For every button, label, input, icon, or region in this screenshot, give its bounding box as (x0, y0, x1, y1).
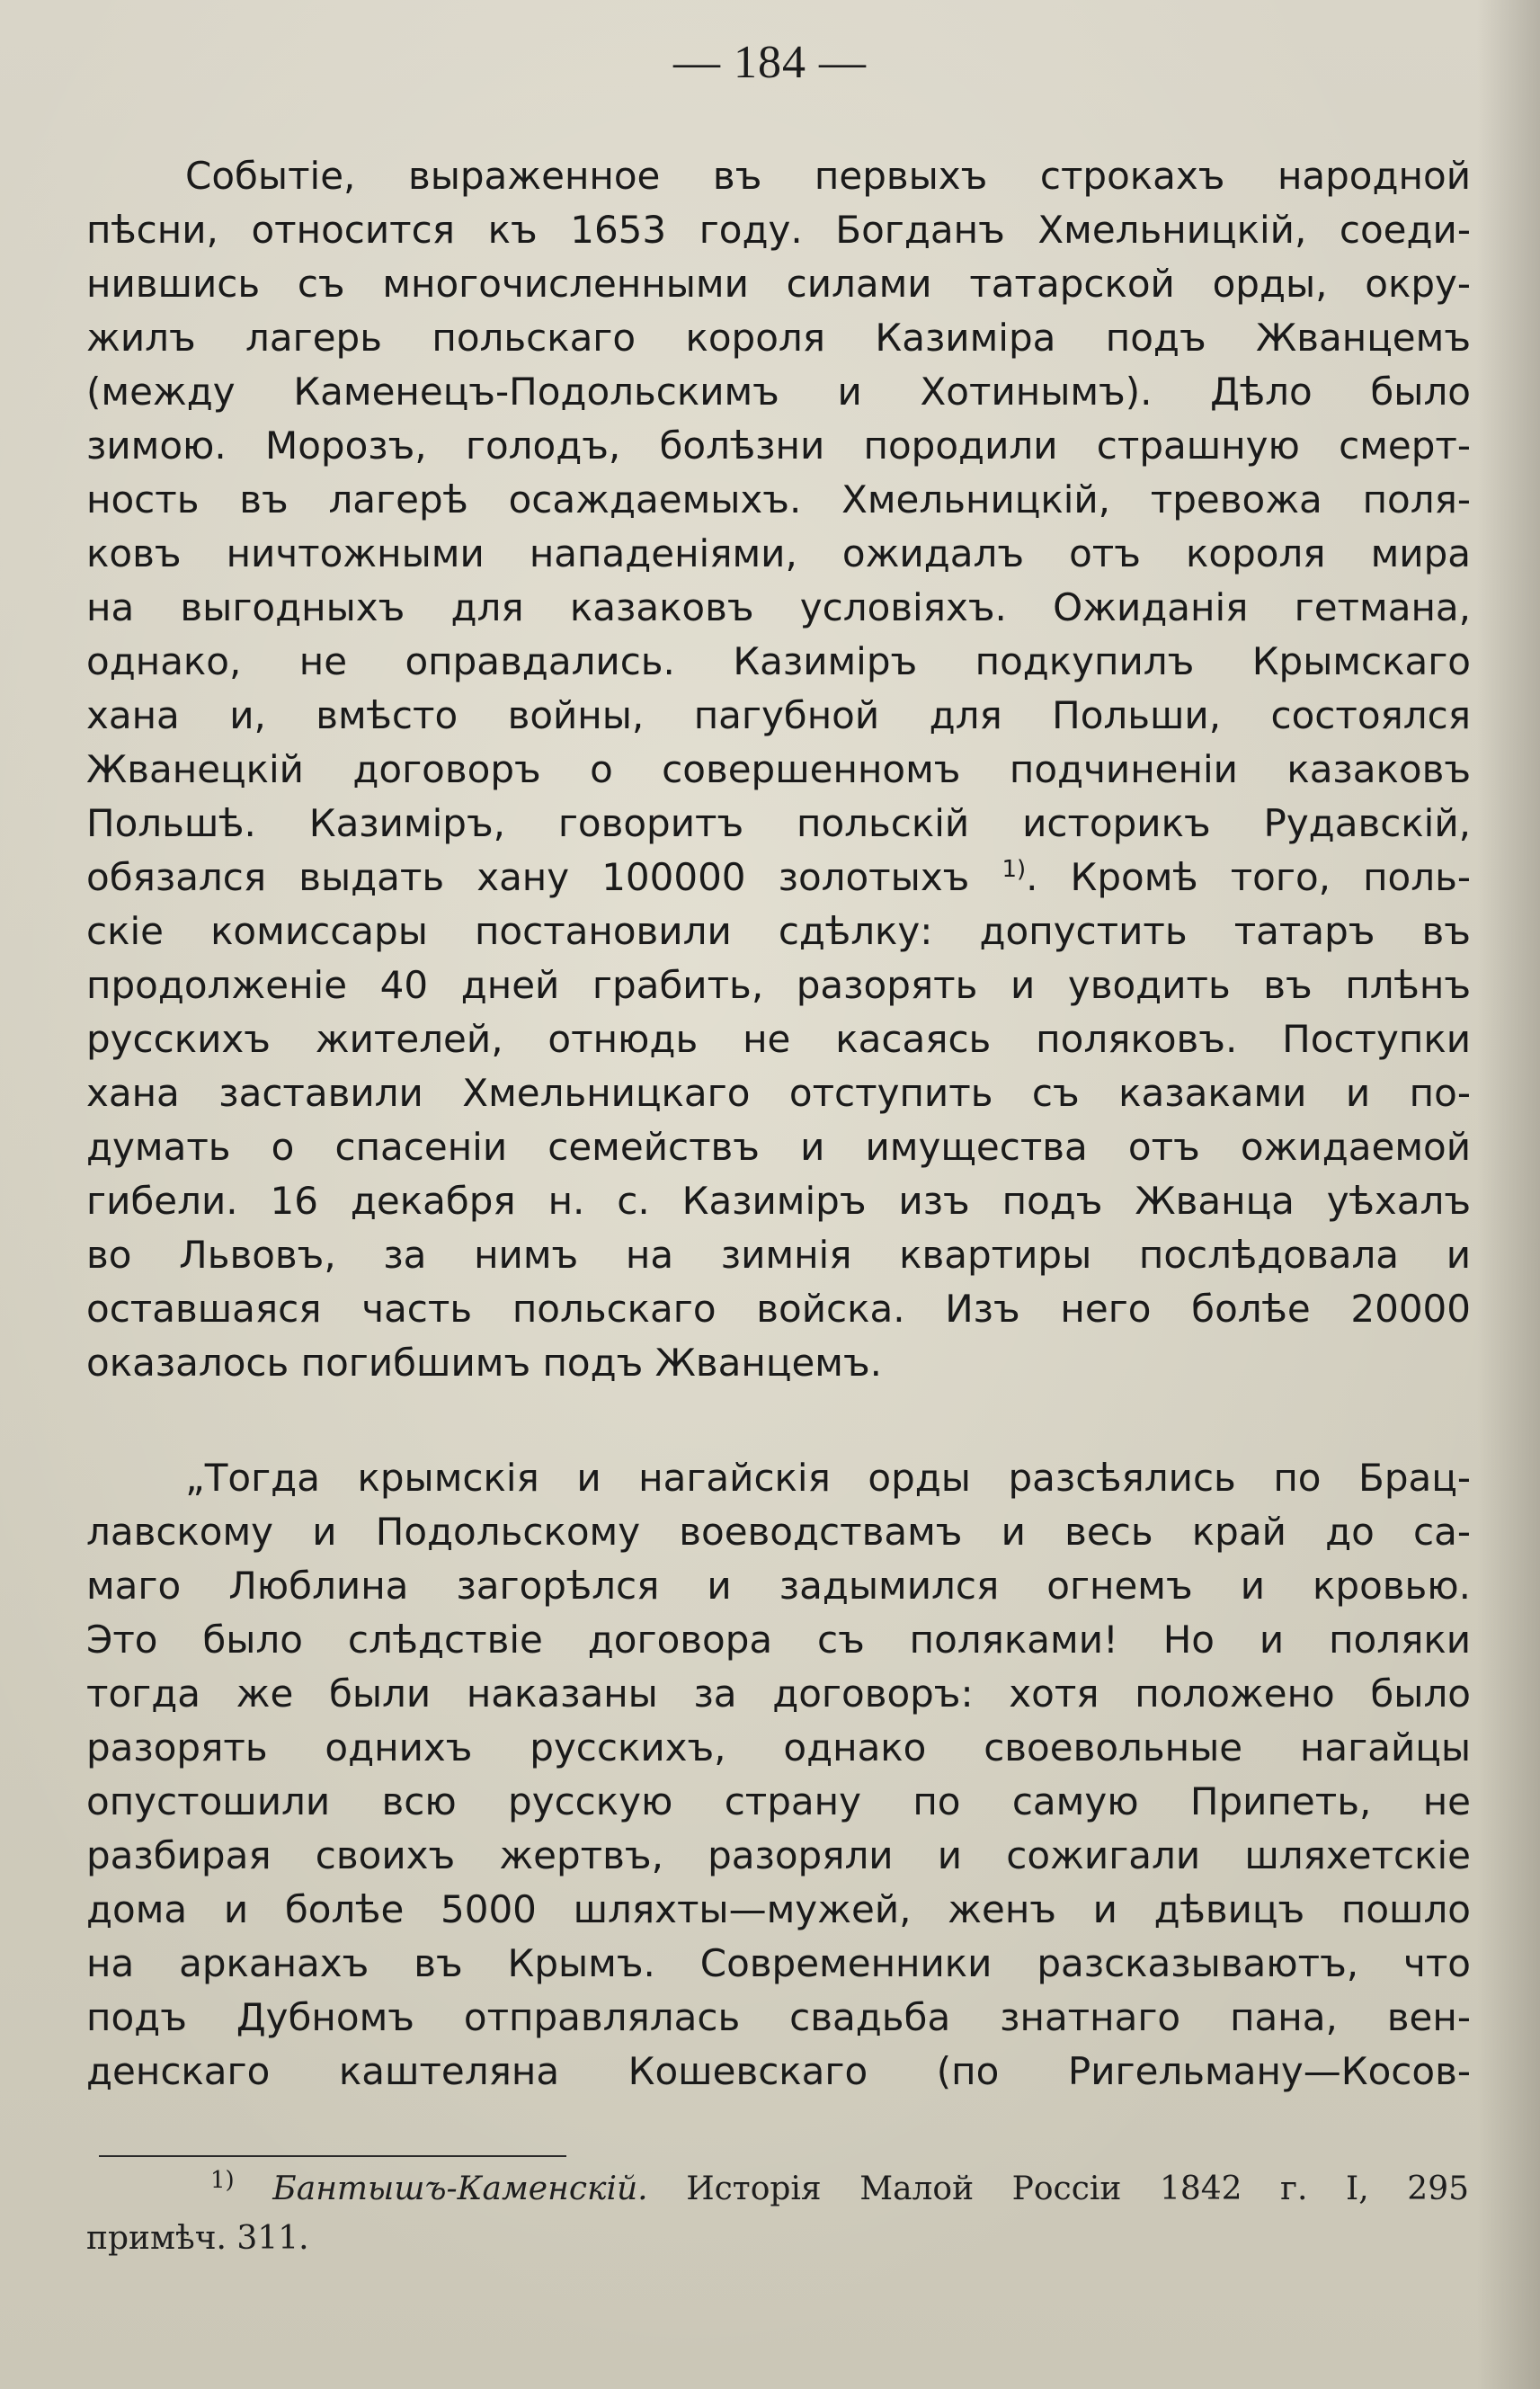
text-line: оставшаяся часть польскаго войска. Изъ него болѣе 20000 (86, 1287, 1471, 1331)
text-line: нившись съ многочисленными силами татарской орды, окру- (86, 262, 1471, 306)
footnote-line (210, 2167, 1469, 2212)
footnote-number: 1) (210, 2167, 235, 2194)
text-line: маго Люблина загорѣлся и задымился огнемъ и кровью. (86, 1564, 1471, 1608)
text-line: продолженіе 40 дней грабить, разорять и уводить въ плѣнъ (86, 963, 1471, 1007)
text-line: на выгодныхъ для казаковъ условіяхъ. Ожиданія гетмана, (86, 585, 1471, 629)
text-line: ность въ лагерѣ осаждаемыхъ. Хмельницкій, тревожа поля- (86, 477, 1471, 521)
text-line: разорять однихъ русскихъ, однако своевольные нагайцы (86, 1725, 1471, 1769)
text-line: русскихъ жителей, отнюдь не касаясь поляковъ. Поступки (86, 1017, 1471, 1061)
text-line: „Тогда крымскія и нагайскія орды разсѣялись по Брац- (185, 1456, 1471, 1500)
footnote-line: примѣч. 311. (86, 2220, 309, 2257)
text-line: ковъ ничтожными нападеніями, ожидалъ отъ короля мира (86, 531, 1471, 575)
text-line: дома и болѣе 5000 шляхты—мужей, женъ и дѣвицъ пошло (86, 1887, 1471, 1931)
text-line: пѣсни, относится къ 1653 году. Богданъ Хмельницкій, соеди- (86, 208, 1471, 252)
text-line: Польшѣ. Казиміръ, говоритъ польскій историкъ Рудавскій, (86, 801, 1471, 845)
footnote-divider (99, 2155, 566, 2157)
text-line: Событіе, выраженное въ первыхъ строкахъ народной (185, 154, 1471, 198)
text-line: зимою. Морозъ, голодъ, болѣзни породили страшную смерт- (86, 423, 1471, 468)
footnote-reference: 1) (1001, 856, 1027, 883)
text-line: хана и, вмѣсто войны, пагубной для Польши, состоялся (86, 693, 1471, 737)
text-line: Это было слѣдствіе договора съ поляками! Но и поляки (86, 1618, 1471, 1662)
text-line: однако, не оправдались. Казиміръ подкупилъ Крымскаго (86, 639, 1471, 683)
text-segment: . Кромѣ того, поль- (1026, 855, 1471, 899)
text-line-with-footnote-mark (86, 851, 1471, 905)
text-line: (между Каменецъ-Подольскимъ и Хотинымъ). Дѣло было (86, 370, 1471, 414)
text-line: думать о спасеніи семействъ и имущества отъ ожидаемой (86, 1125, 1471, 1169)
text-segment: обязался выдать хану 100000 золотыхъ (86, 855, 970, 899)
text-line: подъ Дубномъ отправлялась свадьба знатнаго пана, вен- (86, 1995, 1471, 2039)
footnote-title: Исторія Малой Россіи 1842 г. I, 295 (686, 2171, 1470, 2207)
text-line: разбирая своихъ жертвъ, разоряли и сожигали шляхетскіе (86, 1833, 1471, 1877)
text-line: тогда же были наказаны за договоръ: хотя положено было (86, 1671, 1471, 1716)
text-line: опустошили всю русскую страну по самую Припеть, не (86, 1779, 1471, 1823)
text-line: скіе комиссары постановили сдѣлку: допустить татаръ въ (86, 909, 1471, 953)
text-line: лавскому и Подольскому воеводствамъ и весь край до са- (86, 1510, 1471, 1554)
text-line: Жванецкій договоръ о совершенномъ подчиненіи казаковъ (86, 747, 1471, 791)
footnote-author: Бантышъ-Каменскій. (272, 2171, 648, 2207)
text-line: во Львовъ, за нимъ на зимнія квартиры послѣдовала и (86, 1233, 1471, 1277)
text-line: гибели. 16 декабря н. с. Казиміръ изъ подъ Жванца уѣхалъ (86, 1179, 1471, 1223)
text-line: денскаго каштеляна Кошевскаго (по Ригельману—Косов- (86, 2049, 1471, 2093)
text-line: на арканахъ въ Крымъ. Современники разсказываютъ, что (86, 1941, 1471, 1985)
page-number: — 184 — (673, 37, 867, 88)
text-line: хана заставили Хмельницкаго отступить съ казаками и по- (86, 1071, 1471, 1115)
text-line: оказалось погибшимъ подъ Жванцемъ. (86, 1341, 883, 1385)
text-line: жилъ лагерь польскаго короля Казиміра подъ Жванцемъ (86, 316, 1471, 360)
